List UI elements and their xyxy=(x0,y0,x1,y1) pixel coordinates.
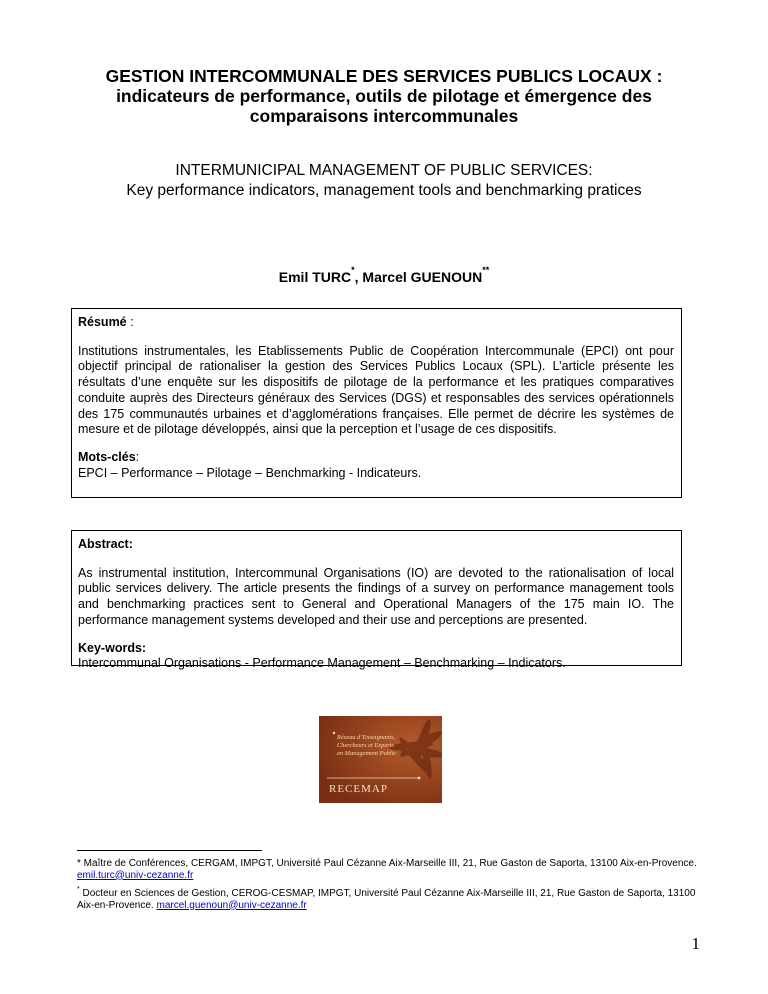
resume-keywords: EPCI – Performance – Pilotage – Benchmarking - Indicateurs. xyxy=(78,465,422,480)
footnotes xyxy=(77,858,697,911)
author-separator: , xyxy=(354,269,363,285)
footnote-2-email-link[interactable]: marcel.guenoun@univ-cezanne.fr xyxy=(156,899,307,911)
logo-line2: Chercheurs et Experts xyxy=(337,742,394,750)
resume-label: Résumé xyxy=(78,315,127,329)
english-title-line2: Key performance indicators, management tools and benchmarking pratices xyxy=(126,182,642,199)
author-turc-mark: * xyxy=(351,265,355,275)
logo-brand-text: RECEMAP xyxy=(329,783,388,795)
footnote-2-text: Docteur en Sciences de Gestion, CEROG-CESMAP, IMPGT, Université Paul Cézanne Aix-Marseille III, 21, Rue Gaston de Saporta, 13100 Aix-en-Provence. xyxy=(77,888,696,911)
resume-keywords-label: Mots-clés xyxy=(78,449,136,464)
logo-line3: en Management Public xyxy=(337,750,397,758)
recemap-logo xyxy=(319,716,442,803)
logo-network-text xyxy=(337,734,437,759)
abstract-label: Abstract: xyxy=(78,537,133,551)
page-number: 1 xyxy=(691,934,700,953)
resume-text: Institutions instrumentales, les Etablissements Public de Coopération Intercommunale (EPCI) ont pour objectif principal de rationaliser la gestion des Services Publics Locaux (SPL). L’article présente les résultats d’une enquête sur les dispositifs de pilotage de la performance et les pratiques comparatives conduite auprès des Directeurs généraux des Services (DGS) et responsables des services opérationnels des 175 communautés urbaines et d’agglomérations françaises. Elle permet de décrire les systèmes de mesure et de pilotage développés, ainsi que la perception et l’usage de ces dispositifs. xyxy=(78,343,674,437)
abstract-box xyxy=(71,530,682,671)
footnote-1-mark: * xyxy=(77,858,81,869)
french-title xyxy=(60,66,708,126)
footnote-divider xyxy=(77,850,262,851)
french-title-line2: indicateurs de performance, outils de pilotage et émergence des comparaisons intercommunales xyxy=(116,86,652,126)
abstract-text: As instrumental institution, Intercommunal Organisations (IO) are devoted to the rationalisation of local public services delivery. The article presents the findings of a survey on performance management tools and benchmarking practices sent to General and Operational Managers of the 175 main IO. The performance management systems developed and their use and perceptions are presented. xyxy=(78,565,674,627)
english-title xyxy=(60,161,708,201)
author-line xyxy=(60,260,708,287)
author-turc: Emil TURC xyxy=(278,269,352,285)
abstract-keywords-label: Key-words: xyxy=(78,640,147,655)
resume-keywords-suffix: : xyxy=(135,449,140,464)
resume-box xyxy=(71,308,682,498)
footnote-1-text: Maître de Conférences, CERGAM, IMPGT, Université Paul Cézanne Aix-Marseille III, 21, Rue Gaston de Saporta, 13100 Aix-en-Provence. xyxy=(80,858,697,869)
resume-label-suffix: : xyxy=(126,315,134,329)
french-title-line1: GESTION INTERCOMMUNALE DES SERVICES PUBLICS LOCAUX : xyxy=(105,66,663,86)
english-title-line1: INTERMUNICIPAL MANAGEMENT OF PUBLIC SERVICES: xyxy=(175,162,593,179)
footnote-2-mark: * xyxy=(77,886,80,893)
footnote-2 xyxy=(77,884,697,911)
footnote-1-email-link[interactable]: emil.turc@univ-cezanne.fr xyxy=(77,869,194,881)
abstract-keywords: Intercommunal Organisations - Performance Management – Benchmarking – Indicators. xyxy=(78,656,566,671)
footnote-1 xyxy=(77,858,697,881)
logo-line1: Réseau d’Enseignants, xyxy=(337,734,396,741)
author-guenoun: Marcel GUENOUN xyxy=(362,269,483,285)
author-guenoun-mark: ** xyxy=(482,265,490,275)
